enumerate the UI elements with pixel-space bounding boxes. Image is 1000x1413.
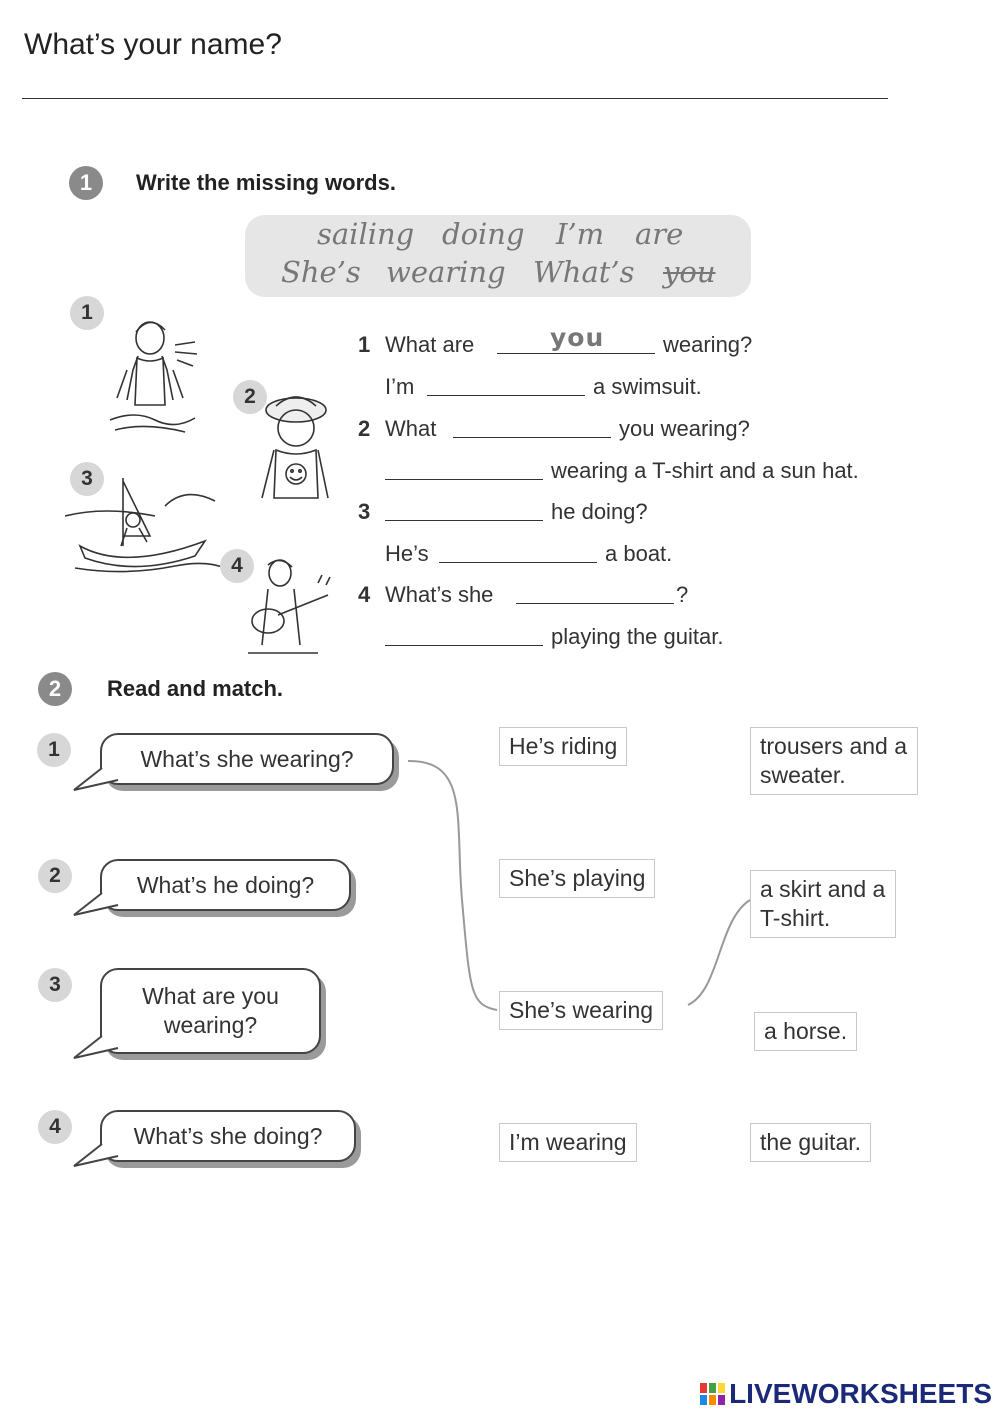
word-bank	[245, 215, 751, 297]
question-number-badge: 3	[38, 968, 72, 1002]
section-1-title: Write the missing words.	[136, 170, 396, 195]
speech-bubble-question	[100, 1110, 356, 1162]
word-bank-item: wearing	[386, 255, 506, 289]
answer-text: a boat.	[605, 541, 673, 566]
section-2-title: Read and match.	[107, 676, 284, 701]
match-box-beginning[interactable]: She’s wearing	[499, 991, 663, 1030]
question-number-badge: 1	[37, 733, 71, 767]
answer-blank[interactable]	[385, 645, 543, 646]
answer-text: a swimsuit.	[593, 374, 702, 399]
name-question: What’s your name?	[24, 28, 282, 61]
boy-sunhat-illustration	[252, 388, 332, 500]
bubble-tail	[72, 1144, 122, 1170]
logo-icon	[700, 1383, 726, 1405]
section-1-number: 1	[69, 166, 103, 200]
bubble-tail	[72, 1036, 122, 1062]
question-text: ?	[676, 582, 689, 607]
question-number: 4	[358, 582, 371, 607]
bubble-text: What’s she doing?	[133, 1122, 323, 1149]
filled-answer: you	[550, 323, 605, 352]
bubble-tail	[72, 768, 122, 794]
section-2-number: 2	[38, 672, 72, 706]
speech-bubble-question	[100, 733, 394, 785]
answer-text: wearing a T-shirt and a sun hat.	[551, 458, 859, 483]
word-bank-item: What’s	[533, 255, 635, 289]
bubble-text: What’s he doing?	[136, 871, 315, 898]
bubble-tail	[72, 893, 122, 919]
match-line	[688, 900, 750, 1005]
answer-blank[interactable]	[439, 562, 597, 563]
speech-bubble-question	[100, 859, 351, 911]
question-text: he doing?	[551, 499, 648, 524]
bubble-text: What are you wearing?	[142, 983, 279, 1038]
word-bank-item: are	[635, 217, 684, 251]
question-number: 1	[358, 332, 371, 357]
picture-number: 3	[70, 462, 104, 496]
match-box-beginning[interactable]: He’s riding	[499, 727, 627, 766]
boy-sailing-illustration	[65, 476, 230, 581]
name-answer-line[interactable]	[22, 98, 888, 99]
word-bank-item: doing	[442, 217, 525, 251]
answer-text: He’s	[385, 541, 429, 566]
match-box-beginning[interactable]: I’m wearing	[499, 1123, 637, 1162]
question-text: wearing?	[663, 332, 753, 357]
question-number-badge: 2	[38, 859, 72, 893]
match-line	[408, 761, 497, 1010]
answer-blank[interactable]	[427, 395, 585, 396]
match-box-beginning[interactable]: She’s playing	[499, 859, 655, 898]
bubble-text: What’s she wearing?	[140, 745, 354, 772]
answer-blank[interactable]	[516, 603, 674, 604]
word-bank-item: sailing	[317, 217, 415, 251]
answer-blank[interactable]	[385, 520, 543, 521]
question-text: What are	[385, 332, 475, 357]
picture-number: 2	[233, 380, 267, 414]
answer-text: I’m	[385, 374, 415, 399]
match-box-ending[interactable]: the guitar.	[750, 1123, 871, 1162]
question-number: 3	[358, 499, 371, 524]
match-box-ending[interactable]: a skirt and a T-shirt.	[750, 870, 896, 938]
match-box-ending[interactable]: trousers and a sweater.	[750, 727, 918, 795]
question-number-badge: 4	[38, 1110, 72, 1144]
answer-blank[interactable]	[497, 353, 655, 354]
speech-bubble-question	[100, 968, 321, 1054]
question-text: you wearing?	[619, 416, 750, 441]
liveworksheets-logo	[700, 1378, 992, 1410]
girl-guitar-illustration	[238, 555, 333, 655]
answer-blank[interactable]	[453, 437, 611, 438]
match-box-ending[interactable]: a horse.	[754, 1012, 857, 1051]
word-bank-item: She’s	[281, 255, 361, 289]
word-bank-item: I’m	[556, 217, 605, 251]
question-number: 2	[358, 416, 371, 441]
answer-text: playing the guitar.	[551, 624, 724, 649]
picture-number: 4	[220, 549, 254, 583]
question-text: What’s she	[385, 582, 494, 607]
question-text: What	[385, 416, 437, 441]
word-bank-item-used: you	[663, 255, 716, 289]
girl-swimming-illustration	[105, 310, 200, 440]
logo-text: LIVEWORKSHEETS	[729, 1378, 992, 1409]
answer-blank[interactable]	[385, 479, 543, 480]
picture-number: 1	[70, 296, 104, 330]
